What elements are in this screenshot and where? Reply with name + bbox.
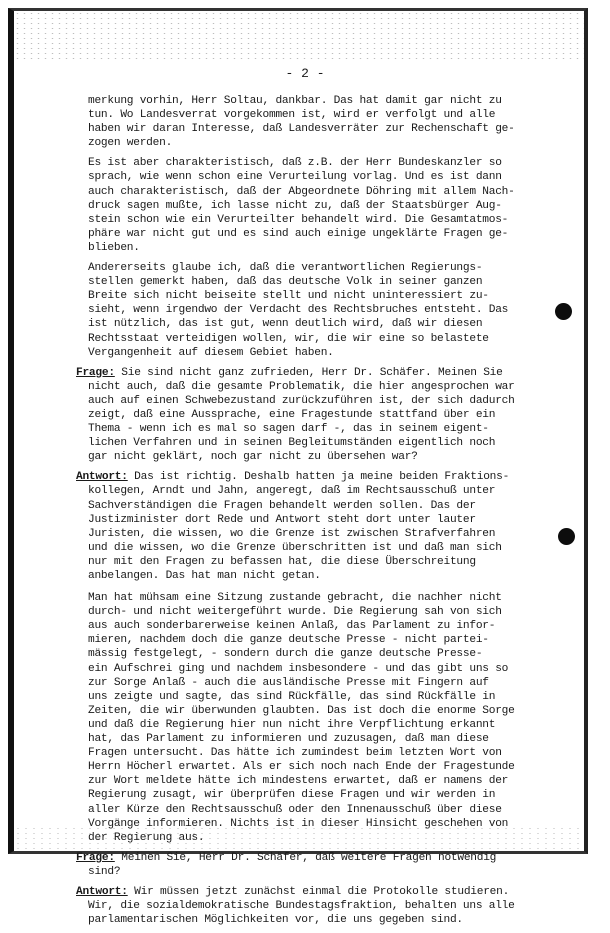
text-line: stein schon wie ein Verurteilter behandelt wird. Die Gesamtatmos- bbox=[88, 213, 509, 226]
text-line: Sie sind nicht ganz zufrieden, Herr Dr. Schäfer. Meinen Sie bbox=[114, 366, 503, 379]
speaker-label: Frage: bbox=[76, 851, 115, 864]
speaker-label: Antwort: bbox=[76, 471, 128, 484]
text-line: Das ist richtig. Deshalb hatten ja meine beiden Fraktions- bbox=[127, 471, 510, 484]
text-line: durch- und nicht weitergeführt wurde. Die Regierung sah von sich bbox=[88, 606, 502, 619]
text-line: zur Wort meldete hätte ich mindestens erwartet, daß er namens der bbox=[88, 775, 509, 788]
question-first-line bbox=[76, 366, 584, 380]
text-line: Wir müssen jetzt zunächst einmal die Protokolle studieren. bbox=[127, 885, 510, 898]
text-line: Vergangenheit auf diesem Gebiet haben. bbox=[88, 346, 334, 359]
text-line: und daß die Regierung hier nun nicht ihre Verpflichtung erkannt bbox=[88, 718, 496, 731]
text-line: gar nicht geklärt, noch gar nicht zu übersehen war? bbox=[88, 451, 418, 464]
document-body bbox=[76, 94, 584, 933]
text-line: sprach, wie wenn schon eine Verurteilung vorlag. Und es ist dann bbox=[88, 171, 502, 184]
text-line: nicht auch, daß die gesamte Problematik, die hier angesprochen war bbox=[88, 380, 515, 393]
text-line: Es ist aber charakteristisch, daß z.B. der Herr Bundeskanzler so bbox=[88, 157, 502, 170]
text-line: blieben. bbox=[88, 241, 140, 254]
text-line: Justizminister dort Rede und Antwort steht dort unter lauter bbox=[88, 513, 476, 526]
text-line: Juristen, die wissen, wo die Grenze ist zwischen Strafverfahren bbox=[88, 527, 496, 540]
text-line: anbelangen. Das hat man nicht getan. bbox=[88, 570, 321, 582]
text-line: Herrn Höcherl erwartet. Als er sich noch nach Ende der Fragestunde bbox=[88, 761, 515, 774]
text-line: Vorgänge informieren. Nichts ist in dieser Hinsicht geschehen von bbox=[88, 817, 509, 830]
text-line: aller Kürze den Rechtsausschuß oder den Innenausschuß über diese bbox=[88, 803, 502, 816]
text-line: stellen gemerkt haben, daß das deutsche Volk in seiner ganzen bbox=[88, 276, 483, 289]
text-line: druck sagen mußte, ich lasse nicht zu, daß der Staatsbürger Aug- bbox=[88, 199, 502, 212]
paragraph bbox=[88, 94, 584, 150]
answer-first-line bbox=[76, 470, 584, 484]
text-line: lichen Verfahren und in seinen Begleitumständen eigentlich noch bbox=[88, 437, 496, 450]
text-line: nur mit den Fragen zu befassen hat, die diese Überschreitung bbox=[88, 555, 476, 568]
text-line: parlamentarischen Möglichkeiten vor, die uns gegeben sind. bbox=[88, 914, 463, 927]
paragraph bbox=[88, 156, 584, 255]
text-line: tun. Wo Landesverrat vorgekommen ist, wird er verfolgt und alle bbox=[88, 109, 496, 122]
text-line: Man hat mühsam eine Sitzung zustande gebracht, die nachher nicht bbox=[88, 592, 502, 605]
text-line: zogen werden. bbox=[88, 137, 173, 150]
question-first-line bbox=[76, 851, 584, 865]
text-line: Fragen untersucht. Das hätte ich zumindest beim letzten Wort von bbox=[88, 747, 502, 760]
text-line: Sachverständigen die Fragen behandelt werden sollen. Das der bbox=[88, 499, 476, 512]
text-line: Breite sich nicht beiseite stellt und nicht uninteressiert zu- bbox=[88, 290, 489, 303]
question-block bbox=[76, 851, 584, 879]
text-line: Wir, die sozialdemokratische Bundestagsfraktion, behalten uns alle bbox=[88, 900, 515, 913]
text-line: Zeiten, die wir überwunden glaubten. Das ist doch die enorme Sorge bbox=[88, 704, 515, 717]
text-line: zeigt, daß eine Aussprache, eine Fragestunde stattfand über ein bbox=[88, 408, 496, 421]
answer-block bbox=[76, 470, 584, 583]
text-line: auch auf einen Schwebezustand zurückzuführen ist, der sich dadurch bbox=[88, 394, 515, 407]
text-line: hat, das Parlament zu informieren und zuzusagen, daß man diese bbox=[88, 733, 489, 746]
question-block bbox=[76, 366, 584, 465]
text-line: merkung vorhin, Herr Soltau, dankbar. Das hat damit gar nicht zu bbox=[88, 95, 502, 107]
text-line: und die wissen, wo die Grenze überschritten ist und daß man sich bbox=[88, 541, 502, 554]
text-line: auch charakteristisch, daß der Abgeordnete Döhring mit allem Nach- bbox=[88, 185, 515, 198]
text-line: aus auch sonderbarerweise keinen Anlaß, das Parlament zu infor- bbox=[88, 620, 496, 633]
text-line: mieren, nachdem doch die ganze deutsche Presse - nicht partei- bbox=[88, 634, 489, 647]
text-line: uns zeigte und sagte, das sind Rückfälle, das sind Rückfälle in bbox=[88, 690, 496, 703]
text-line: sind? bbox=[88, 865, 121, 878]
answer-first-line bbox=[76, 885, 584, 899]
speaker-label: Antwort: bbox=[76, 885, 128, 898]
scan-noise-top bbox=[14, 11, 584, 59]
text-line: der Regierung aus. bbox=[88, 831, 205, 844]
speaker-label: Frage: bbox=[76, 366, 115, 379]
text-line: Meinen Sie, Herr Dr. Schäfer, daß weitere Fragen notwendig bbox=[114, 851, 497, 864]
text-line: haben wir daran Interesse, daß Landesverräter zur Rechenschaft ge- bbox=[88, 123, 515, 136]
text-line: Andererseits glaube ich, daß die verantwortlichen Regierungs- bbox=[88, 262, 483, 275]
page-number: - 2 - bbox=[285, 66, 325, 81]
paragraph bbox=[88, 261, 584, 360]
text-line: sieht, wenn irgendwo der Verdacht des Rechtsbruches entsteht. Das bbox=[88, 304, 509, 317]
answer-block bbox=[76, 885, 584, 927]
text-line: kollegen, Arndt und Jahn, angeregt, daß im Rechtsausschuß unter bbox=[88, 485, 496, 498]
text-line: Regierung zusagt, wir überprüfen diese Fragen und wir werden in bbox=[88, 789, 496, 802]
paragraph bbox=[88, 591, 584, 845]
text-line: Rechtsstaat verteidigen wollen, wir, die wir eine so belastete bbox=[88, 332, 489, 345]
text-line: ist nützlich, das ist gut, wenn deutlich wird, daß wir diesen bbox=[88, 318, 483, 331]
text-line: zur Sorge Anlaß - auch die ausländische Presse mit Fingern auf bbox=[88, 676, 489, 689]
text-line: mässig festgelegt, - sondern durch die ganze deutsche Presse- bbox=[88, 648, 483, 661]
text-line: Thema - wenn ich es mal so sagen darf -, das in seinem eigent- bbox=[88, 423, 489, 436]
text-line: phäre war nicht gut und es sind auch einige ungeklärte Fragen ge- bbox=[88, 227, 509, 240]
text-line: ein Aufschrei ging und nachdem insbesondere - und das gibt uns so bbox=[88, 662, 509, 675]
